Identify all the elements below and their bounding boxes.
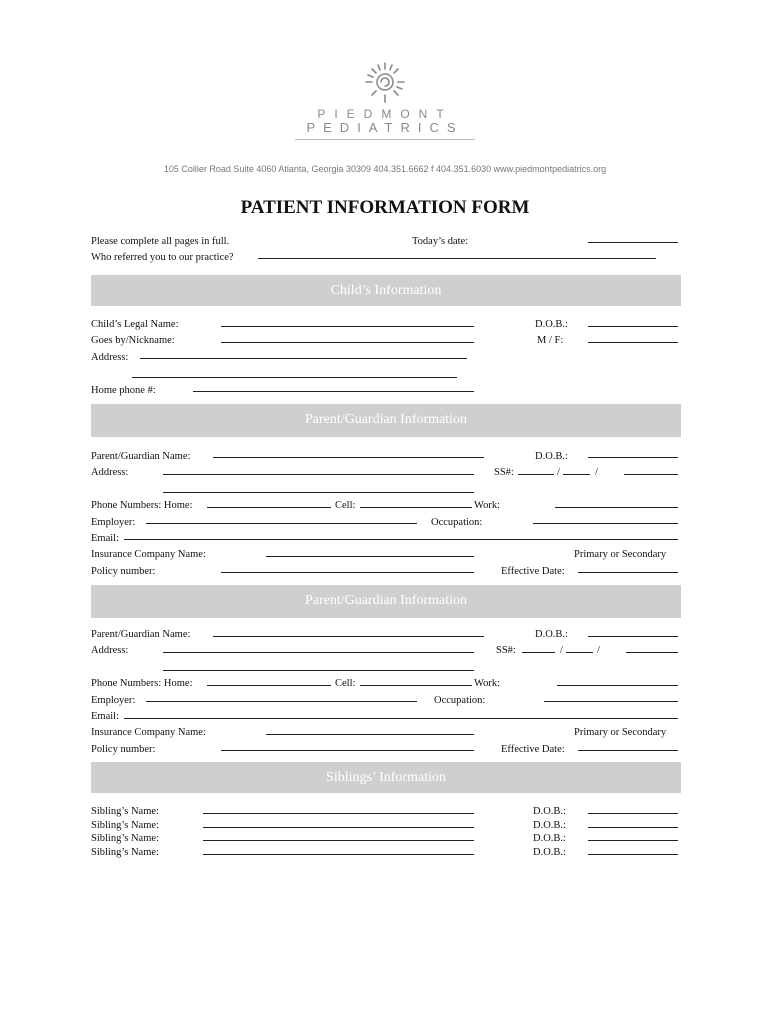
g2-policy-field[interactable] — [221, 750, 474, 751]
g1-occupation-field[interactable] — [533, 523, 678, 524]
g1-ss-slash-2: / — [595, 467, 598, 478]
logo-wordmark-line1: PIEDMONT — [317, 107, 453, 121]
child-address-label: Address: — [91, 352, 129, 363]
sibling-3-name-label: Sibling’s Name: — [91, 833, 159, 844]
g2-employer-label: Employer: — [91, 695, 136, 706]
g1-phone-home-label: Phone Numbers: Home: — [91, 500, 193, 511]
g2-ss-slash-1: / — [560, 645, 563, 656]
g1-occupation-label: Occupation: — [431, 517, 483, 528]
g2-ss-field-1[interactable] — [522, 652, 555, 653]
child-dob-label: D.O.B.: — [535, 319, 568, 330]
g1-employer-field[interactable] — [146, 523, 417, 524]
sibling-1-name-label: Sibling’s Name: — [91, 806, 159, 817]
g2-effective-field[interactable] — [578, 750, 678, 751]
g2-dob-field[interactable] — [588, 636, 678, 637]
sibling-4-name-label: Sibling’s Name: — [91, 847, 159, 858]
g1-policy-label: Policy number: — [91, 566, 156, 577]
section-header-guardian-1 — [91, 404, 681, 437]
g2-address-field-2[interactable] — [163, 670, 474, 671]
section-title: Parent/Guardian Information — [304, 412, 468, 427]
g2-dob-label: D.O.B.: — [535, 629, 568, 640]
section-header-guardian-2 — [91, 585, 681, 618]
section-title: Parent/Guardian Information — [304, 593, 468, 608]
g1-dob-label: D.O.B.: — [535, 451, 568, 462]
g1-address-label: Address: — [91, 467, 129, 478]
sun-logo-icon — [360, 60, 410, 108]
section-header-child — [91, 275, 681, 306]
child-legal-name-label: Child’s Legal Name: — [91, 319, 179, 330]
complete-instruction: Please complete all pages in full. — [91, 236, 230, 247]
g2-occupation-field[interactable] — [544, 701, 678, 702]
g2-effective-label: Effective Date: — [501, 744, 565, 755]
g1-address-field-2[interactable] — [163, 492, 474, 493]
g2-email-field[interactable] — [124, 718, 678, 719]
g1-name-label: Parent/Guardian Name: — [91, 451, 191, 462]
g2-primary-secondary[interactable]: Primary or Secondary — [574, 727, 667, 738]
g1-ss-field-2[interactable] — [563, 474, 590, 475]
logo-divider — [295, 139, 475, 140]
g1-effective-field[interactable] — [578, 572, 678, 573]
sibling-3-dob-field[interactable] — [588, 840, 678, 841]
sibling-2-dob-field[interactable] — [588, 827, 678, 828]
child-address-field-2[interactable] — [132, 377, 457, 378]
child-sex-label: M / F: — [537, 335, 564, 346]
g1-insurance-label: Insurance Company Name: — [91, 549, 206, 560]
g1-name-field[interactable] — [213, 457, 484, 458]
g2-insurance-field[interactable] — [266, 734, 474, 735]
g2-phone-home-label: Phone Numbers: Home: — [91, 678, 193, 689]
sibling-2-name-label: Sibling’s Name: — [91, 820, 159, 831]
g2-address-label: Address: — [91, 645, 129, 656]
g1-email-field[interactable] — [124, 539, 678, 540]
sibling-2-name-field[interactable] — [203, 827, 474, 828]
g2-address-field[interactable] — [163, 652, 474, 653]
g2-email-label: Email: — [91, 711, 119, 722]
section-title: Child’s Information — [330, 283, 442, 298]
sibling-3-name-field[interactable] — [203, 840, 474, 841]
sibling-1-name-field[interactable] — [203, 813, 474, 814]
g1-address-field[interactable] — [163, 474, 474, 475]
child-nickname-label: Goes by/Nickname: — [91, 335, 175, 346]
g2-employer-field[interactable] — [146, 701, 417, 702]
child-home-phone-field[interactable] — [193, 391, 474, 392]
g1-cell-label: Cell: — [335, 500, 356, 511]
g1-ss-slash-1: / — [557, 467, 560, 478]
sibling-3-dob-label: D.O.B.: — [533, 833, 566, 844]
child-address-field[interactable] — [140, 358, 467, 359]
g1-phone-home-field[interactable] — [207, 507, 331, 508]
child-legal-name-field[interactable] — [221, 326, 474, 327]
sibling-2-dob-label: D.O.B.: — [533, 820, 566, 831]
section-title: Siblings’ Information — [326, 770, 446, 785]
g2-ss-label: SS#: — [496, 645, 516, 656]
g1-dob-field[interactable] — [588, 457, 678, 458]
g2-ss-field-3[interactable] — [626, 652, 678, 653]
g1-effective-label: Effective Date: — [501, 566, 565, 577]
g1-primary-secondary[interactable]: Primary or Secondary — [574, 549, 667, 560]
sibling-1-dob-label: D.O.B.: — [533, 806, 566, 817]
g2-cell-field[interactable] — [360, 685, 472, 686]
referred-label: Who referred you to our practice? — [91, 252, 234, 263]
g1-ss-field-3[interactable] — [624, 474, 678, 475]
sibling-4-dob-label: D.O.B.: — [533, 847, 566, 858]
logo-wordmark-line2: PEDIATRICS — [306, 120, 464, 135]
g1-insurance-field[interactable] — [266, 556, 474, 557]
g2-occupation-label: Occupation: — [434, 695, 486, 706]
child-sex-field[interactable] — [588, 342, 678, 343]
g1-cell-field[interactable] — [360, 507, 472, 508]
g2-work-label: Work: — [474, 678, 500, 689]
g2-phone-home-field[interactable] — [207, 685, 331, 686]
g1-email-label: Email: — [91, 533, 119, 544]
g2-ss-slash-2: / — [597, 645, 600, 656]
g1-employer-label: Employer: — [91, 517, 136, 528]
g1-ss-label: SS#: — [494, 467, 514, 478]
g1-work-field[interactable] — [555, 507, 678, 508]
referred-field[interactable] — [258, 258, 656, 259]
todays-date-field[interactable] — [588, 242, 678, 243]
sibling-4-name-field[interactable] — [203, 854, 474, 855]
sibling-4-dob-field[interactable] — [588, 854, 678, 855]
g2-insurance-label: Insurance Company Name: — [91, 727, 206, 738]
g2-name-label: Parent/Guardian Name: — [91, 629, 191, 640]
g2-cell-label: Cell: — [335, 678, 356, 689]
g1-ss-field-1[interactable] — [518, 474, 554, 475]
section-header-siblings — [91, 762, 681, 793]
child-home-phone-label: Home phone #: — [91, 385, 156, 396]
g2-name-field[interactable] — [213, 636, 484, 637]
child-dob-field[interactable] — [588, 326, 678, 327]
g2-ss-field-2[interactable] — [566, 652, 593, 653]
sibling-1-dob-field[interactable] — [588, 813, 678, 814]
todays-date-label: Today’s date: — [412, 236, 469, 247]
g2-policy-label: Policy number: — [91, 744, 156, 755]
g2-work-field[interactable] — [557, 685, 678, 686]
g1-policy-field[interactable] — [221, 572, 474, 573]
child-nickname-field[interactable] — [221, 342, 474, 343]
g1-work-label: Work: — [474, 500, 500, 511]
practice-address: 105 Collier Road Suite 4060 Atlanta, Georgia 30309 404.351.6662 f 404.351.6030 www.piedmontpediatrics.org — [163, 164, 607, 174]
page-title: PATIENT INFORMATION FORM — [240, 197, 530, 218]
